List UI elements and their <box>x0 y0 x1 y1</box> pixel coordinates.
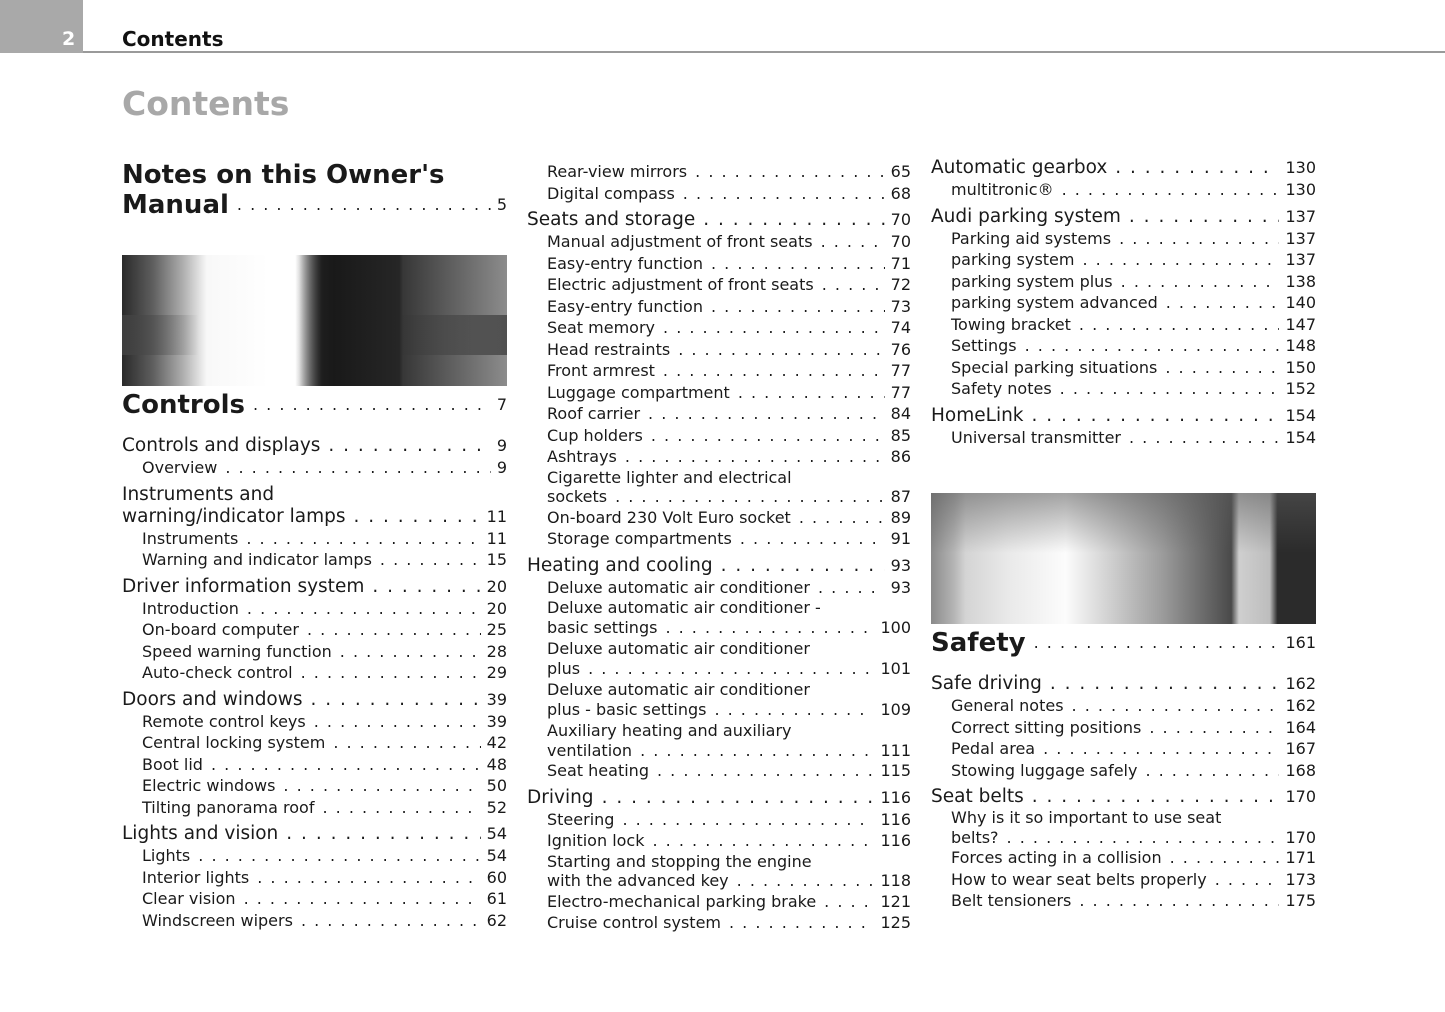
toc-subsection[interactable]: Parking aid systems . . . 137 <box>931 228 1316 250</box>
toc-subsection[interactable]: Overview . . . 9 <box>122 457 507 479</box>
toc-subsection[interactable]: Safety notes . . . 152 <box>931 378 1316 400</box>
toc-section-seat-belts[interactable]: Seat belts . . . 170 <box>931 786 1316 808</box>
toc-subsection[interactable]: Rear-view mirrors . . . 65 <box>527 161 911 183</box>
toc-section[interactable]: Controls and displays . . . 9 <box>122 435 507 457</box>
page-number: 2 <box>62 28 76 50</box>
toc-subsection[interactable]: Settings . . . 148 <box>931 335 1316 357</box>
toc-subsection[interactable]: Windscreen wipers . . . 62 <box>122 910 507 932</box>
toc-section[interactable]: Doors and windows . . . 39 <box>122 689 507 711</box>
toc-column-2 <box>527 161 911 934</box>
toc-subsection[interactable]: Clear vision . . . 61 <box>122 888 507 910</box>
toc-subsection[interactable]: Ignition lock . . . 116 <box>527 830 911 852</box>
toc-section[interactable]: Lights and vision . . . 54 <box>122 823 507 845</box>
toc-section[interactable]: Driver information system . . . 20 <box>122 576 507 598</box>
toc-subsection[interactable]: Deluxe automatic air conditioner plus - basic settings . . . 109 <box>527 680 911 719</box>
toc-subsection[interactable]: Seat memory . . . 74 <box>527 317 911 339</box>
toc-subsection[interactable]: Head restraints . . . 76 <box>527 339 911 361</box>
toc-subsection[interactable]: Auto-check control . . . 29 <box>122 662 507 684</box>
toc-chapter-notes-line1: Notes on this Owner's <box>122 160 445 190</box>
page-title: Contents <box>122 84 290 123</box>
toc-subsection[interactable]: On-board 230 Volt Euro socket . . . 89 <box>527 507 911 529</box>
toc-subsection[interactable]: Auxiliary heating and auxiliary ventilation . . . 111 <box>527 721 911 760</box>
toc-section[interactable]: Instruments and warning/indicator lamps . . . 11 <box>122 484 507 528</box>
toc-subsection[interactable]: Deluxe automatic air conditioner . . . 93 <box>527 577 911 599</box>
toc-subsection[interactable]: Warning and indicator lamps . . . 15 <box>122 549 507 571</box>
toc-column-3-safety <box>931 628 1316 912</box>
toc-subsection[interactable]: Ashtrays . . . 86 <box>527 446 911 468</box>
toc-subsection[interactable]: Deluxe automatic air conditioner plus . . . 101 <box>527 639 911 678</box>
toc-subsection[interactable]: parking system . . . 137 <box>931 249 1316 271</box>
toc-section-seats[interactable]: Seats and storage . . . 70 <box>527 209 911 231</box>
controls-chapter-photo <box>122 255 507 386</box>
toc-section-heating[interactable]: Heating and cooling . . . 93 <box>527 555 911 577</box>
toc-subsection[interactable]: Universal transmitter . . . 154 <box>931 427 1316 449</box>
toc-subsection[interactable]: Electric windows . . . 50 <box>122 775 507 797</box>
toc-subsection[interactable]: Storage compartments . . . 91 <box>527 528 911 550</box>
toc-subsection[interactable]: On-board computer . . . 25 <box>122 619 507 641</box>
toc-subsection[interactable]: parking system advanced . . . 140 <box>931 292 1316 314</box>
toc-subsection[interactable]: Towing bracket . . . 147 <box>931 314 1316 336</box>
header-rule <box>83 51 1445 53</box>
toc-section-homelink[interactable]: HomeLink . . . 154 <box>931 405 1316 427</box>
toc-subsection[interactable]: Manual adjustment of front seats . . . 70 <box>527 231 911 253</box>
toc-subsection[interactable]: Belt tensioners . . . 175 <box>931 890 1316 912</box>
toc-subsection[interactable]: Easy-entry function . . . 71 <box>527 253 911 275</box>
toc-subsection[interactable]: Electric adjustment of front seats . . . 72 <box>527 274 911 296</box>
toc-subsection[interactable]: Easy-entry function . . . 73 <box>527 296 911 318</box>
toc-subsection[interactable]: Forces acting in a collision . . . 171 <box>931 847 1316 869</box>
toc-subsection[interactable]: Interior lights . . . 60 <box>122 867 507 889</box>
toc-subsection[interactable]: Boot lid . . . 48 <box>122 754 507 776</box>
toc-section-gearbox[interactable]: Automatic gearbox . . . 130 <box>931 157 1316 179</box>
toc-column-1 <box>122 160 507 220</box>
safety-chapter-photo <box>931 493 1316 624</box>
toc-chapter-notes-title: Manual <box>122 190 229 220</box>
toc-subsection[interactable]: multitronic® . . . 130 <box>931 179 1316 201</box>
toc-chapter-notes[interactable] <box>122 160 507 220</box>
toc-subsection[interactable]: Luggage compartment . . . 77 <box>527 382 911 404</box>
toc-subsection[interactable]: Cruise control system . . . 125 <box>527 912 911 934</box>
toc-subsection[interactable]: Steering . . . 116 <box>527 809 911 831</box>
toc-subsection[interactable]: Speed warning function . . . 28 <box>122 641 507 663</box>
toc-subsection[interactable]: Roof carrier . . . 84 <box>527 403 911 425</box>
toc-section-parking[interactable]: Audi parking system . . . 137 <box>931 206 1316 228</box>
toc-subsection[interactable]: Remote control keys . . . 39 <box>122 711 507 733</box>
toc-column-1-controls <box>122 390 507 931</box>
toc-subsection[interactable]: Stowing luggage safely . . . 168 <box>931 760 1316 782</box>
toc-subsection[interactable]: Tilting panorama roof . . . 52 <box>122 797 507 819</box>
toc-subsection[interactable]: Introduction . . . 20 <box>122 598 507 620</box>
toc-chapter-safety[interactable]: Safety . . . 161 <box>931 628 1316 658</box>
toc-subsection[interactable]: Front armrest . . . 77 <box>527 360 911 382</box>
toc-subsection[interactable]: Digital compass . . . 68 <box>527 183 911 205</box>
toc-subsection[interactable]: Cigarette lighter and electrical sockets . . . 87 <box>527 468 911 507</box>
toc-subsection[interactable]: Special parking situations . . . 150 <box>931 357 1316 379</box>
toc-page: 5 <box>496 195 507 214</box>
toc-subsection[interactable]: Why is it so important to use seat belts? . . . 170 <box>931 808 1316 847</box>
toc-subsection[interactable]: Central locking system . . . 42 <box>122 732 507 754</box>
toc-subsection[interactable]: Instruments . . . 11 <box>122 528 507 550</box>
toc-subsection[interactable]: Pedal area . . . 167 <box>931 738 1316 760</box>
toc-subsection[interactable]: parking system plus . . . 138 <box>931 271 1316 293</box>
toc-section-safe-driving[interactable]: Safe driving . . . 162 <box>931 673 1316 695</box>
toc-column-3 <box>931 157 1316 448</box>
running-header-title: Contents <box>122 27 224 51</box>
toc-subsection[interactable]: Lights . . . 54 <box>122 845 507 867</box>
toc-section-driving[interactable]: Driving . . . 116 <box>527 787 911 809</box>
toc-subsection[interactable]: Correct sitting positions . . . 164 <box>931 717 1316 739</box>
toc-subsection[interactable]: Starting and stopping the engine with the advanced key . . . 118 <box>527 852 911 891</box>
toc-subsection[interactable]: Deluxe automatic air conditioner - basic settings . . . 100 <box>527 598 911 637</box>
toc-subsection[interactable]: Seat heating . . . 115 <box>527 760 911 782</box>
toc-subsection[interactable]: Cup holders . . . 85 <box>527 425 911 447</box>
toc-subsection[interactable]: General notes . . . 162 <box>931 695 1316 717</box>
toc-subsection[interactable]: Electro-mechanical parking brake . . . 121 <box>527 891 911 913</box>
toc-subsection[interactable]: How to wear seat belts properly . . . 173 <box>931 869 1316 891</box>
toc-chapter-controls[interactable]: Controls . . . 7 <box>122 390 507 420</box>
